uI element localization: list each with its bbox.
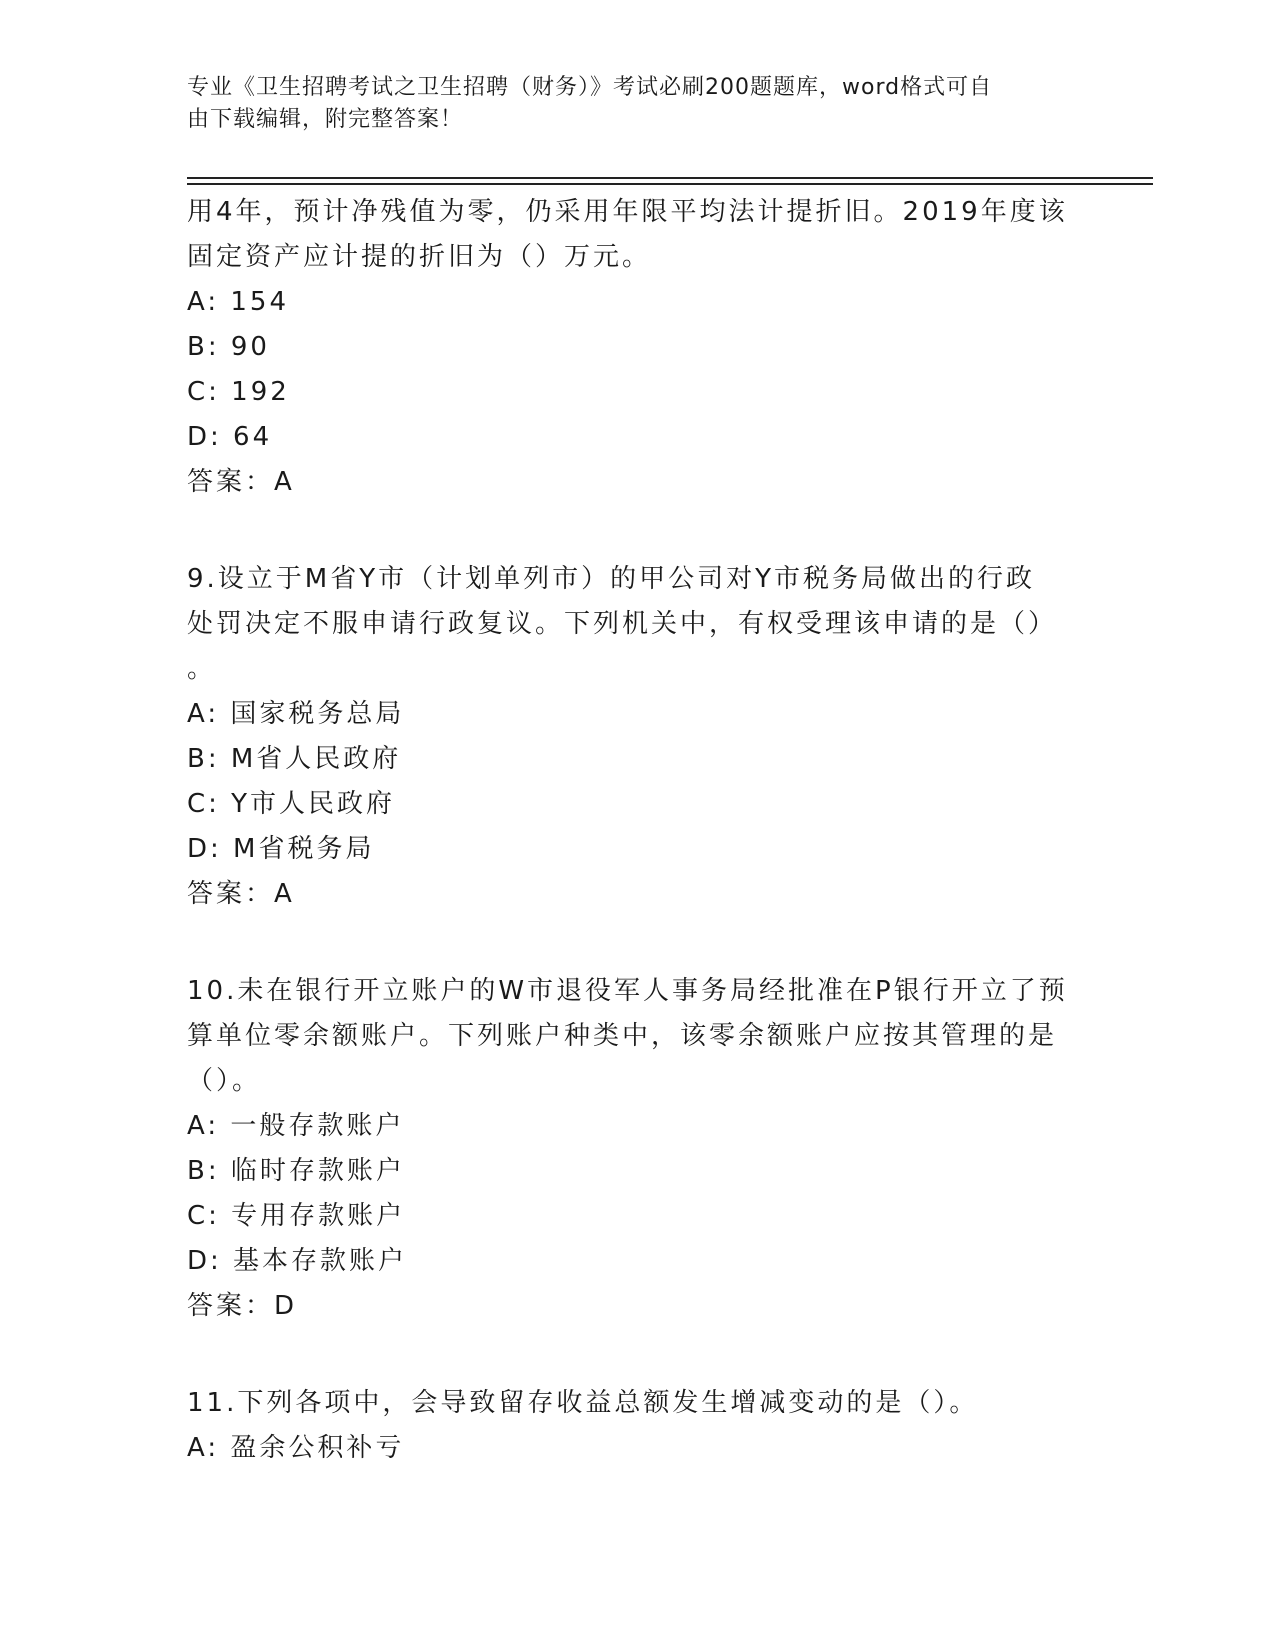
- question-text-line: （）。: [187, 1066, 262, 1096]
- option-a: A: 154: [187, 287, 289, 317]
- option-d: D: 基本存款账户: [187, 1246, 408, 1276]
- option-a: A: 国家税务总局: [187, 699, 405, 729]
- question-text-line: 。: [187, 654, 217, 684]
- option-d: D: M省税务局: [187, 834, 375, 864]
- header-line-1: 专业《卫生招聘考试之卫生招聘（财务）》考试必刷200题题库，word格式可自: [187, 75, 993, 100]
- header-rule-bottom: [187, 183, 1153, 185]
- question-block: [187, 969, 1087, 1329]
- option-c: C: 专用存款账户: [187, 1201, 406, 1231]
- option-b: B: M省人民政府: [187, 744, 402, 774]
- answer-line: 答案：A: [187, 879, 295, 909]
- question-text-line: 用4年，预计净残值为零，仍采用年限平均法计提折旧。2019年度该: [187, 197, 1068, 227]
- question-text-line: 10.未在银行开立账户的W市退役军人事务局经批准在P银行开立了预: [187, 976, 1068, 1006]
- question-text-line: 固定资产应计提的折旧为（）万元。: [187, 242, 652, 272]
- question-block: [187, 1381, 1087, 1471]
- question-text-line: 9.设立于M省Y市（计划单列市）的甲公司对Y市税务局做出的行政: [187, 564, 1036, 594]
- option-a: A: 盈余公积补亏: [187, 1433, 405, 1463]
- option-b: B: 90: [187, 332, 270, 362]
- option-c: C: Y市人民政府: [187, 789, 396, 819]
- question-block: [187, 190, 1087, 505]
- document-header: [187, 72, 1067, 136]
- option-b: B: 临时存款账户: [187, 1156, 405, 1186]
- answer-line: 答案：A: [187, 467, 295, 497]
- option-a: A: 一般存款账户: [187, 1111, 405, 1141]
- option-c: C: 192: [187, 377, 290, 407]
- header-rule-top: [187, 177, 1153, 179]
- header-line-2: 由下载编辑，附完整答案！: [187, 107, 464, 132]
- question-text-line: 处罚决定不服申请行政复议。下列机关中，有权受理该申请的是（）: [187, 609, 1058, 639]
- question-block: [187, 557, 1087, 917]
- answer-line: 答案：D: [187, 1291, 298, 1321]
- option-d: D: 64: [187, 422, 273, 452]
- question-list: [187, 190, 1087, 1471]
- question-text-line: 11.下列各项中，会导致留存收益总额发生增减变动的是（）。: [187, 1388, 979, 1418]
- question-text-line: 算单位零余额账户。下列账户种类中，该零余额账户应按其管理的是: [187, 1021, 1058, 1051]
